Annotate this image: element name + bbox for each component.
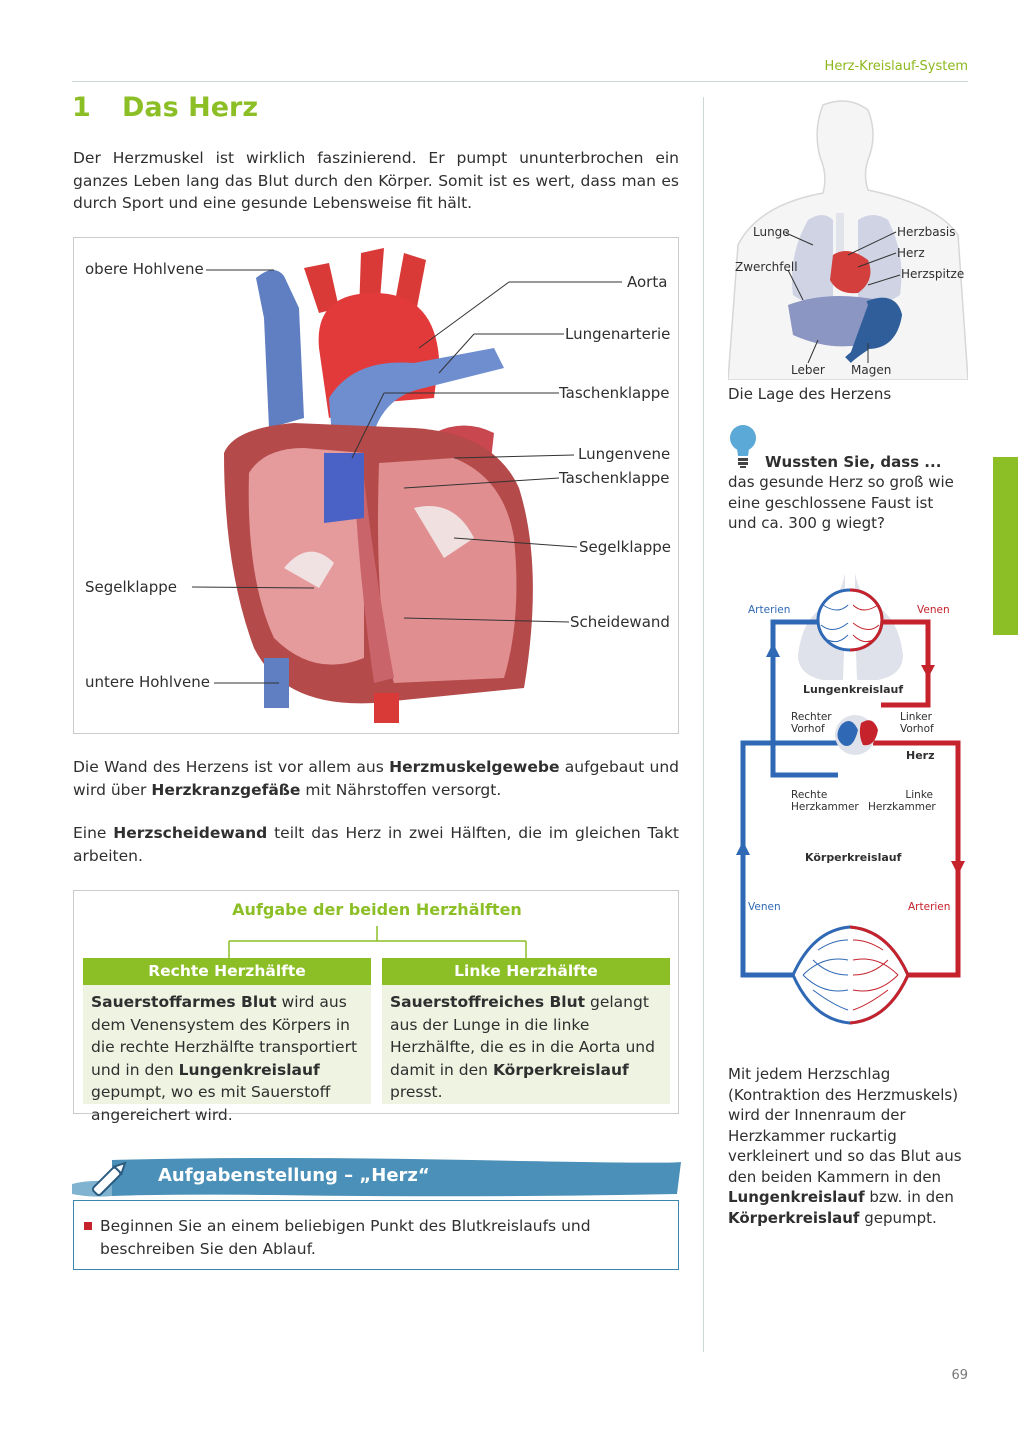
label-linke-herzkammer <box>868 789 936 813</box>
bullet-square <box>84 1222 92 1230</box>
label-rechter-vorhof <box>791 711 832 735</box>
septum-paragraph <box>73 822 679 867</box>
contraction-text-3: gepumpt. <box>859 1208 937 1227</box>
linker-vorhof-line1: Linker <box>900 711 932 723</box>
assignment-title: Aufgabenstellung – „Herz“ <box>158 1165 430 1186</box>
page-number: 69 <box>951 1368 968 1383</box>
label-linker-vorhof <box>900 711 934 735</box>
label-leber: Leber <box>791 363 825 377</box>
septum-text-2: teilt das Herz in zwei Hälften, die im gleichen Takt arbeiten. <box>73 824 679 865</box>
right-text-1: wird aus dem Venensystem des Körpers in die rechte Herzhälfte transportiert und in den <box>91 993 358 1079</box>
label-venen-bottom: Venen <box>748 901 781 913</box>
right-bold-1: Sauerstoffarmes Blut <box>91 993 277 1011</box>
assignment-text: Beginnen Sie an einem beliebigen Punkt des Blutkreislaufs und beschreiben Sie den Ablauf. <box>100 1217 591 1258</box>
label-venen-top: Venen <box>917 604 950 616</box>
label-rechte-herzkammer <box>791 789 859 813</box>
intro-paragraph: Der Herzmuskel ist wirklich faszinierend. Er pumpt ununterbrochen ein ganzes Leben lang das Blut durch den Körper. Somit ist es wert, dass man es durch Sport und eine gesunde Lebensweise fit hält. <box>73 149 679 212</box>
septum-text-1: Eine <box>73 824 114 842</box>
label-lungenkreislauf: Lungenkreislauf <box>803 683 904 696</box>
heart-diagram <box>73 237 679 734</box>
label-koerperkreislauf: Körperkreislauf <box>805 851 902 864</box>
did-you-know-title: Wussten Sie, dass ... <box>765 453 942 471</box>
label-arterien-bottom: Arterien <box>908 901 951 913</box>
lightbulb-icon <box>728 423 758 469</box>
wall-text-1: Die Wand des Herzens ist vor allem aus <box>73 758 390 776</box>
label-taschenklappe-2: Taschenklappe <box>559 469 670 487</box>
right-half-card <box>83 958 371 1124</box>
label-lungenvene: Lungenvene <box>578 445 671 463</box>
section-header: Herz-Kreislauf-System <box>824 59 968 74</box>
chapter-number: 1 <box>72 92 91 123</box>
rechter-vorhof-line2: Vorhof <box>791 723 825 735</box>
left-text-1: gelangt aus der Lunge in die linke Herzhälfte, die es in die Aorta und damit in den <box>390 993 655 1079</box>
right-text-2: gepumpt, wo es mit Sauerstoff angereichert wird. <box>91 1083 331 1124</box>
label-lunge: Lunge <box>753 225 790 239</box>
bracket-connector <box>74 921 680 961</box>
label-herz-circulation: Herz <box>906 749 935 762</box>
label-lungenarterie: Lungenarterie <box>565 325 671 343</box>
left-text-2: presst. <box>390 1083 443 1101</box>
header-divider <box>72 81 968 82</box>
right-half-text <box>83 985 371 1132</box>
left-half-text <box>382 985 670 1110</box>
label-magen: Magen <box>851 363 892 377</box>
contraction-text-2: bzw. in den <box>864 1188 954 1206</box>
left-half-heading: Linke Herzhälfte <box>382 958 670 985</box>
wall-paragraph <box>73 756 679 801</box>
did-you-know-text: das gesunde Herz so groß wie eine geschlossene Faust ist und ca. 300 g wiegt? <box>728 473 954 532</box>
contraction-bold-1: Lungenkreislauf <box>728 1188 865 1206</box>
label-aorta: Aorta <box>627 273 668 291</box>
wall-text-3: mit Nährstoffen versorgt. <box>300 780 502 799</box>
contraction-paragraph <box>728 1064 963 1228</box>
rechter-vorhof-line1: Rechter <box>791 711 832 723</box>
label-obere-hohlvene: obere Hohlvene <box>85 260 204 278</box>
label-untere-hohlvene: untere Hohlvene <box>85 673 210 691</box>
contraction-text-1: Mit jedem Herzschlag (Kontraktion des Herzmuskels) wird der Innenraum der Herzkammer ruckartig verkleinert und so das Blut aus den beiden Kammern in den <box>728 1065 962 1186</box>
contraction-bold-2: Körperkreislauf <box>728 1208 860 1227</box>
label-arterien-top: Arterien <box>748 604 791 616</box>
label-taschenklappe-1: Taschenklappe <box>559 384 670 402</box>
position-caption: Die Lage des Herzens <box>728 385 892 403</box>
wall-bold-2: Herzkranzgefäße <box>151 780 301 799</box>
label-herz-position: Herz <box>897 246 925 260</box>
wall-text-2: aufgebaut und wird über <box>73 758 680 799</box>
label-zwerchfell: Zwerchfell <box>735 260 798 274</box>
label-herzbasis: Herzbasis <box>897 225 956 239</box>
heart-halves-box <box>73 890 679 1124</box>
linke-kammer-line2: Herzkammer <box>868 801 936 813</box>
rechte-kammer-line1: Rechte <box>791 789 828 801</box>
pen-icon <box>82 1154 134 1206</box>
linke-kammer-line1: Linke <box>905 789 933 801</box>
right-half-heading: Rechte Herzhälfte <box>83 958 371 985</box>
chapter-title <box>72 92 258 123</box>
label-herzspitze: Herzspitze <box>901 267 965 281</box>
label-segelklappe-right: Segelklappe <box>579 538 671 556</box>
left-bold-2: Körperkreislauf <box>492 1060 629 1079</box>
right-bold-2: Lungenkreislauf <box>178 1060 320 1079</box>
column-divider <box>703 97 704 1352</box>
label-scheidewand: Scheidewand <box>570 613 670 631</box>
rechte-kammer-line2: Herzkammer <box>791 801 859 813</box>
linker-vorhof-line2: Vorhof <box>900 723 934 735</box>
septum-bold-1: Herzscheidewand <box>113 824 268 842</box>
wall-bold-1: Herzmuskelgewebe <box>389 758 560 776</box>
left-half-card <box>382 958 670 1104</box>
left-bold-1: Sauerstoffreiches Blut <box>390 993 586 1011</box>
chapter-title-text: Das Herz <box>122 92 259 123</box>
heart-halves-title: Aufgabe der beiden Herzhälften <box>232 900 522 919</box>
chapter-tab-marker <box>993 457 1018 635</box>
label-segelklappe-left: Segelklappe <box>85 578 177 596</box>
